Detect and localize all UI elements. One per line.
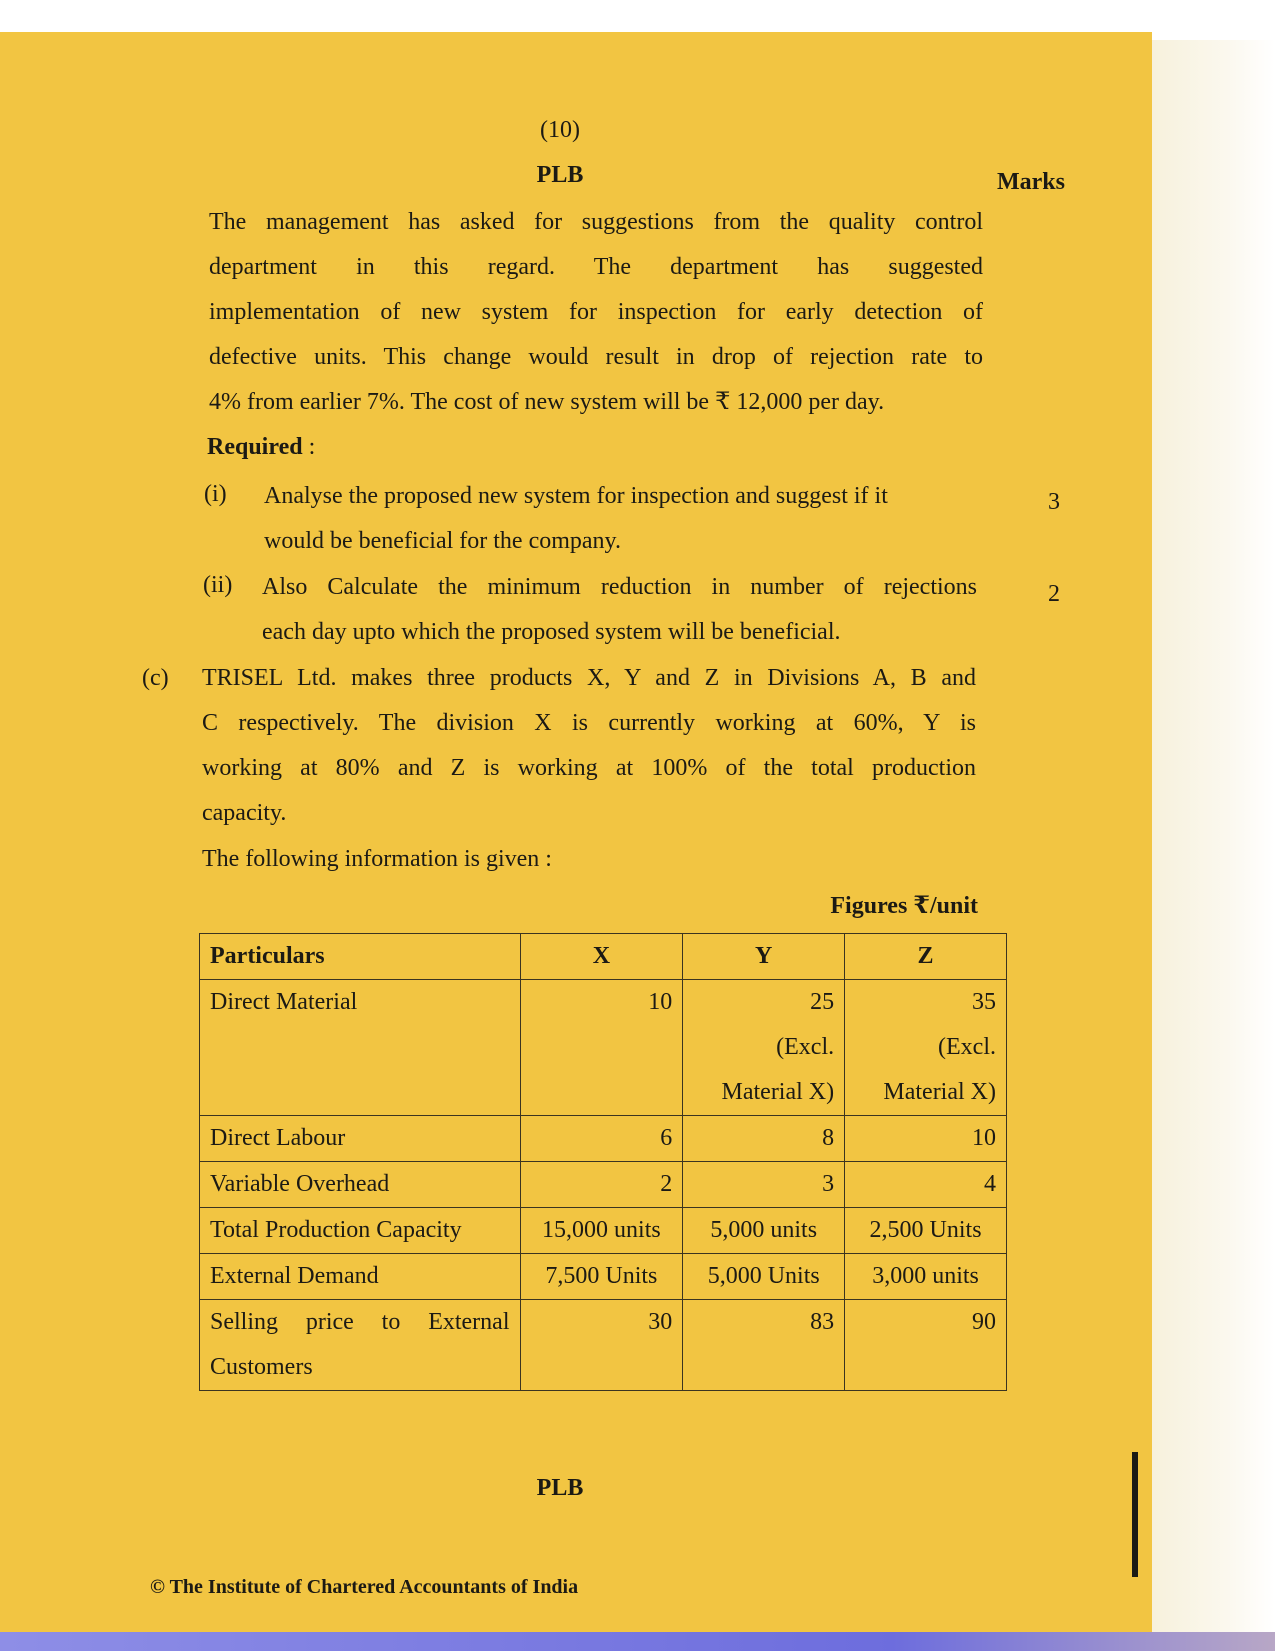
cell-cap-x: 15,000 units — [520, 1208, 683, 1254]
intro-line-2: department in this regard. The department has suggested — [209, 254, 983, 280]
part-ii-number: (ii) — [203, 572, 233, 598]
header-x: X — [520, 934, 683, 980]
cell-dm-z-excl: (Excl. — [938, 1034, 996, 1060]
cell-dl-y: 8 — [683, 1116, 845, 1162]
cell-sp-y: 83 — [683, 1300, 845, 1391]
part-i-marks: 3 — [1048, 489, 1060, 515]
cell-dm-x: 10 — [520, 980, 683, 1116]
table-row — [200, 980, 1007, 1116]
figures-label: Figures ₹/unit — [830, 893, 978, 919]
table-row — [200, 1208, 1007, 1254]
intro-line-5: 4% from earlier 7%. The cost of new system will be ₹ 12,000 per day. — [209, 389, 885, 415]
cell-dm-z-value: 35 — [972, 989, 996, 1015]
table-row — [200, 1162, 1007, 1208]
part-ii-line-2: each day upto which the proposed system will be beneficial. — [262, 619, 841, 645]
intro-line-3: implementation of new system for inspection for early detection of — [209, 299, 983, 325]
cell-ed-y: 5,000 Units — [683, 1254, 845, 1300]
cell-vo-z: 4 — [845, 1162, 1007, 1208]
cell-cap-y: 5,000 units — [683, 1208, 845, 1254]
part-i-number: (i) — [204, 481, 227, 507]
required-label: Required — [207, 434, 303, 460]
row-label-direct-labour: Direct Labour — [200, 1116, 521, 1162]
row-label-direct-material: Direct Material — [200, 980, 521, 1116]
scan-edge-mark — [1132, 1452, 1138, 1577]
cell-sp-x: 30 — [520, 1300, 683, 1391]
table-header-row — [200, 934, 1007, 980]
cell-ed-z: 3,000 units — [845, 1254, 1007, 1300]
part-ii-line-1: Also Calculate the minimum reduction in number of rejections — [262, 574, 977, 600]
header-code: PLB — [536, 162, 584, 188]
footer-code: PLB — [536, 1475, 584, 1501]
product-cost-table — [199, 933, 1007, 1391]
cell-sp-z: 90 — [845, 1300, 1007, 1391]
page-number: (10) — [540, 117, 580, 143]
cell-dm-y-material: Material X) — [721, 1079, 835, 1105]
scan-bottom-band — [0, 1632, 1275, 1651]
required-heading — [207, 433, 315, 461]
part-ii-marks: 2 — [1048, 581, 1060, 607]
row-label-selling-price: Selling price to External Customers — [200, 1300, 521, 1391]
part-c-line-4: capacity. — [202, 800, 287, 826]
table-row — [200, 1300, 1007, 1391]
cell-dm-z-material: Material X) — [883, 1079, 996, 1105]
info-line: The following information is given : — [202, 846, 552, 872]
row-label-capacity: Total Production Capacity — [200, 1208, 521, 1254]
cell-ed-x: 7,500 Units — [520, 1254, 683, 1300]
header-particulars: Particulars — [200, 934, 521, 980]
cell-vo-x: 2 — [520, 1162, 683, 1208]
cell-vo-y: 3 — [683, 1162, 845, 1208]
part-c-line-2: C respectively. The division X is currently working at 60%, Y is — [202, 710, 976, 736]
cell-dl-x: 6 — [520, 1116, 683, 1162]
required-colon: : — [308, 434, 316, 460]
scan-margin — [1152, 40, 1275, 1640]
cell-dl-z: 10 — [845, 1116, 1007, 1162]
marks-label: Marks — [997, 169, 1065, 195]
part-i-line-1: Analyse the proposed new system for inspection and suggest if it — [264, 483, 888, 509]
row-label-external-demand: External Demand — [200, 1254, 521, 1300]
header-y: Y — [683, 934, 845, 980]
part-c-line-1: TRISEL Ltd. makes three products X, Y and Z in Divisions A, B and — [202, 665, 976, 691]
cell-dm-z — [845, 980, 1007, 1116]
intro-line-4: defective units. This change would result in drop of rejection rate to — [209, 344, 983, 370]
table-row — [200, 1254, 1007, 1300]
part-c-line-3: working at 80% and Z is working at 100% of the total production — [202, 755, 976, 781]
cell-dm-y-value: 25 — [810, 989, 835, 1015]
row-label-variable-overhead: Variable Overhead — [200, 1162, 521, 1208]
copyright-notice: © The Institute of Chartered Accountants of India — [150, 1576, 579, 1598]
part-c-label: (c) — [142, 665, 169, 691]
cell-cap-z: 2,500 Units — [845, 1208, 1007, 1254]
header-z: Z — [845, 934, 1007, 980]
table-row — [200, 1116, 1007, 1162]
cell-dm-y-excl: (Excl. — [776, 1034, 835, 1060]
cell-dm-y — [683, 980, 845, 1116]
part-i-line-2: would be beneficial for the company. — [264, 528, 621, 554]
intro-line-1: The management has asked for suggestions from the quality control — [209, 209, 983, 235]
